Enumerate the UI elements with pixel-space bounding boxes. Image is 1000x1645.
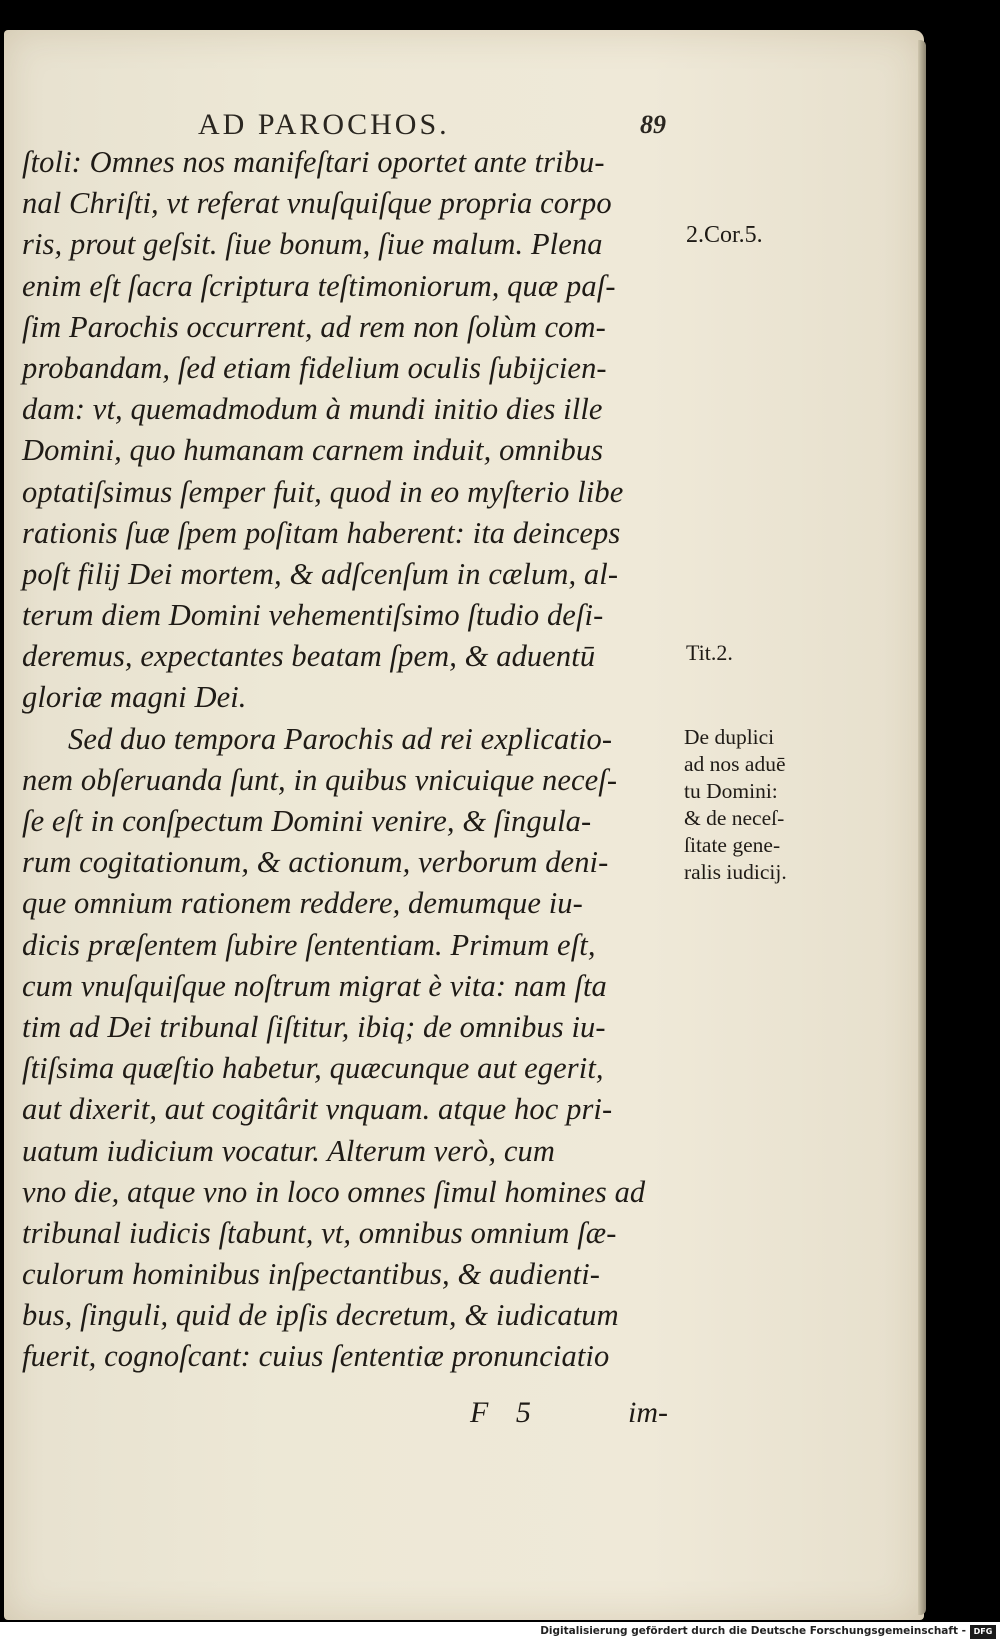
text-line: dicis præſentem ſubire ſententiam. Primum eſt, (22, 927, 596, 962)
text-line: ſtoli: Omnes nos manifeſtari oportet ante tribu- (22, 145, 605, 179)
text-line: deremus, expectantes beatam ſpem, & aduentū (22, 639, 596, 674)
text-line-indented: Sed duo tempora Parochis ad rei explicatio- (68, 721, 613, 756)
text-line: enim eſt ſacra ſcriptura teſtimoniorum, quæ paſ- (22, 268, 616, 303)
margin-note-reference: 2.Cor.5. (686, 222, 763, 248)
funding-credit: Digitalisierung gefördert durch die Deutsche Forschungsgemeinschaft - (540, 1625, 966, 1637)
text-line: tim ad Dei tribunal ſiſtitur, ibiq; de omnibus iu- (22, 1009, 606, 1044)
running-head: AD PAROCHOS. (198, 108, 450, 141)
text-line: gloriæ magni Dei. (22, 680, 247, 715)
margin-note-line: tu Domini: (684, 779, 778, 803)
catchword: im- (628, 1396, 668, 1429)
margin-note-reference: Tit.2. (686, 640, 733, 665)
text-line: poſt filij Dei mortem, & adſcenſum in cælum, al- (22, 556, 619, 591)
margin-note-line: De duplici (684, 725, 775, 749)
text-line: que omnium rationem reddere, demumque iu- (22, 886, 583, 921)
text-line: nem obſeruanda ſunt, in quibus vnicuique neceſ- (22, 762, 618, 797)
dfg-logo: DFG (970, 1625, 996, 1639)
text-line: probandam, ſed etiam fidelium oculis ſubijcien- (22, 350, 607, 385)
text-line: culorum hominibus inſpectantibus, & audienti- (22, 1257, 601, 1292)
text-line: ſtiſsima quæſtio habetur, quæcunque aut egerit, (22, 1051, 604, 1086)
text-line: fuerit, cognoſcant: cuius ſententiæ pronunciatio (22, 1339, 610, 1374)
margin-note-line: ad nos aduē (684, 752, 786, 776)
text-line: rationis ſuæ ſpem poſitam haberent: ita deinceps (22, 515, 621, 550)
text-line: optatiſsimus ſemper fuit, quod in eo myſterio libe (22, 474, 624, 509)
text-line: Domini, quo humanam carnem induit, omnibus (22, 433, 604, 468)
margin-note-line: ralis iudicij. (684, 860, 787, 884)
text-line: rum cogitationum, & actionum, verborum deni- (22, 845, 609, 880)
text-line: dam: vt, quemadmodum à mundi initio dies ille (22, 392, 603, 427)
body-text (22, 142, 682, 1378)
text-line: cum vnuſquiſque noſtrum migrat è vita: nam ſta (22, 968, 607, 1003)
text-line: aut dixerit, aut cogitârit vnquam. atque hoc pri- (22, 1092, 613, 1127)
margin-note-gloss (684, 724, 787, 886)
text-line: nal Chriſti, vt referat vnuſquiſque propria corpo (22, 186, 612, 221)
text-line: ſe eſt in conſpectum Domini venire, & ſingula- (22, 804, 592, 838)
text-line: ſim Parochis occurrent, ad rem non ſolùm com- (22, 309, 606, 344)
margin-note-line: & de neceſ- (684, 806, 785, 830)
page-edge (918, 40, 926, 1615)
page-number: 89 (640, 110, 666, 139)
text-line: ris, prout geſsit. ſiue bonum, ſiue malum. Plena (22, 227, 603, 262)
text-line: bus, ſinguli, quid de ipſis decretum, & iudicatum (22, 1298, 619, 1333)
margin-note-line: ſitate gene- (684, 833, 781, 857)
text-line: terum diem Domini vehementiſsimo ſtudio deſi- (22, 598, 604, 633)
signature-line (0, 1396, 1000, 1436)
text-line: tribunal iudicis ſtabunt, vt, omnibus omnium ſæ- (22, 1215, 617, 1250)
text-line: vno die, atque vno in loco omnes ſimul homines ad (22, 1174, 646, 1209)
signature-mark: F 5 (470, 1396, 541, 1429)
text-line: uatum iudicium vocatur. Alterum verò, cum (22, 1133, 555, 1168)
